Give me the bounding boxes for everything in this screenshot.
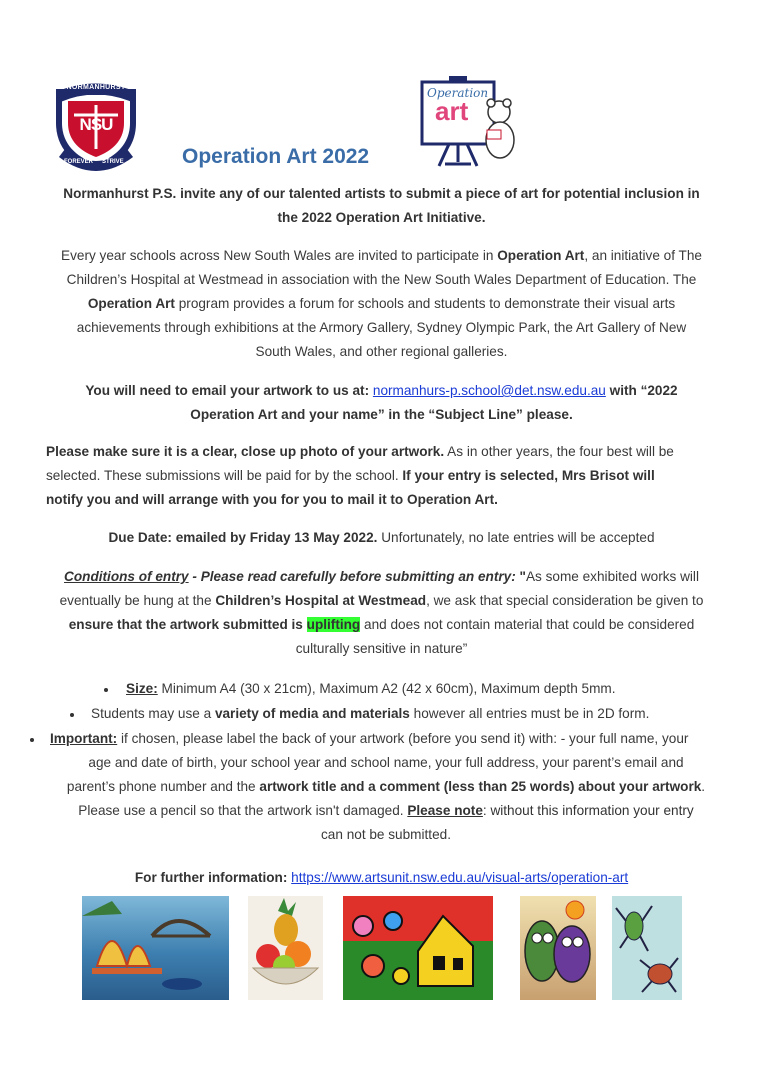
logo-motto-right: STRIVE [102, 159, 124, 165]
bullet-media [70, 702, 730, 726]
logo-top-text: NORMANHURST [66, 84, 126, 91]
important-text: . [701, 779, 706, 794]
school-logo [48, 83, 144, 173]
intro-line1: Normanhurst P.S. invite any of our talented artists to submit a piece of art for potential inclusion in [63, 186, 700, 201]
bullet-icon [104, 688, 108, 692]
photo-bold: If your entry is selected, Mrs Brisot will [402, 468, 655, 483]
logo-monogram: NSU [79, 115, 113, 134]
due-bold: Due Date: emailed by Friday 13 May 2022. [108, 530, 378, 545]
conditions-subheading: - Please read carefully before submitting an entry: [188, 569, 520, 584]
media-text: however all entries must be in 2D form. [409, 706, 650, 721]
important-text: Please use a pencil so that the artwork isn't damaged. [78, 803, 408, 818]
please-note-label: Please note [407, 803, 483, 818]
important-line2: age and date of birth, your school year and school name, your full address, your parent’s email and [88, 755, 684, 770]
email-text: with “2022 [605, 383, 678, 398]
photo-instructions [46, 440, 746, 512]
logo-motto-left: FOREVER [64, 159, 94, 165]
bullet-icon [30, 738, 34, 742]
desc-text: Every year schools across New South Wales are invited to participate in [61, 248, 498, 263]
important-line5: can not be submitted. [321, 827, 451, 842]
email-line2: Operation Art and your name” in the “Subject Line” please. [190, 407, 573, 422]
conditions-bold: ensure that the artwork submitted is [68, 617, 307, 632]
desc-line2: Children’s Hospital at Westmead in association with the New South Wales Department of Education. The [66, 272, 697, 287]
important-colon: : without this information your entry [482, 803, 694, 818]
conditions-line4: culturally sensitive in nature” [295, 641, 468, 656]
important-text: if chosen, please label the back of your artwork (before you send it) with: - your full name, your [117, 731, 689, 746]
due-text: Unfortunately, no late entries will be accepted [377, 530, 655, 545]
artwork-fruit-bowl [248, 896, 323, 1000]
photo-bold: Please make sure it is a clear, close up photo of your artwork. [46, 444, 445, 459]
conditions-text: , we ask that special consideration be given to [426, 593, 704, 608]
photo-text: As in other years, the four best will be [444, 444, 674, 459]
intro-line2: the 2022 Operation Art Initiative. [277, 210, 486, 225]
desc-text: , an initiative of The [584, 248, 702, 263]
conditions-text: As some exhibited works will [525, 569, 699, 584]
email-link[interactable]: normanhurs-p.school@det.nsw.edu.au [372, 383, 606, 398]
further-info [30, 866, 733, 890]
bullet-icon [70, 713, 74, 717]
artwork-frogs [612, 896, 682, 1000]
page-title: Operation Art 2022 [182, 145, 370, 168]
desc-line5: South Wales, and other regional galleries. [255, 344, 508, 359]
quote-mark: " [519, 569, 526, 584]
important-bold: artwork title and a comment (less than 25 words) about your artwork [259, 779, 702, 794]
bullet-size [104, 677, 724, 701]
further-label: For further information: [134, 870, 292, 885]
conditions-text: and does not contain material that could be considered [360, 617, 695, 632]
conditions [30, 565, 733, 661]
highlighted-word: uplifting [306, 617, 361, 632]
desc-bold: Operation Art [87, 296, 175, 311]
desc-text: program provides a forum for schools and students to demonstrate their visual arts [174, 296, 676, 311]
bullet-important [30, 727, 742, 847]
email-text: You will need to email your artwork to us at: [85, 383, 373, 398]
conditions-bold: Children’s Hospital at Westmead [215, 593, 427, 608]
intro [30, 182, 733, 230]
operation-art-logo [419, 74, 519, 169]
sign-line1: Operation [427, 86, 489, 100]
size-text: Minimum A4 (30 x 21cm), Maximum A2 (42 x 60cm), Maximum depth 5mm. [157, 681, 616, 696]
due-date [30, 526, 733, 550]
further-info-link[interactable]: https://www.artsunit.nsw.edu.au/visual-arts/operation-art [291, 870, 629, 885]
important-label: Important: [50, 731, 118, 746]
artwork-sydney-harbour [82, 896, 229, 1000]
conditions-heading: Conditions of entry [64, 569, 189, 584]
media-bold: variety of media and materials [214, 706, 410, 721]
artwork-house-flowers [343, 896, 493, 1000]
media-text: Students may use a [91, 706, 215, 721]
conditions-text: eventually be hung at the [59, 593, 216, 608]
desc-bold: Operation Art [497, 248, 585, 263]
email-instructions [30, 379, 733, 427]
description [30, 244, 733, 364]
photo-bold: notify you and will arrange with you for you to mail it to Operation Art. [46, 492, 498, 507]
artwork-owls [520, 896, 596, 1000]
desc-line4: achievements through exhibitions at the Armory Gallery, Sydney Olympic Park, the Art Gallery of New [76, 320, 687, 335]
size-label: Size: [126, 681, 158, 696]
important-text: parent’s phone number and the [66, 779, 260, 794]
sign-line2: art [435, 96, 469, 126]
photo-text: selected. These submissions will be paid for by the school. [46, 468, 403, 483]
